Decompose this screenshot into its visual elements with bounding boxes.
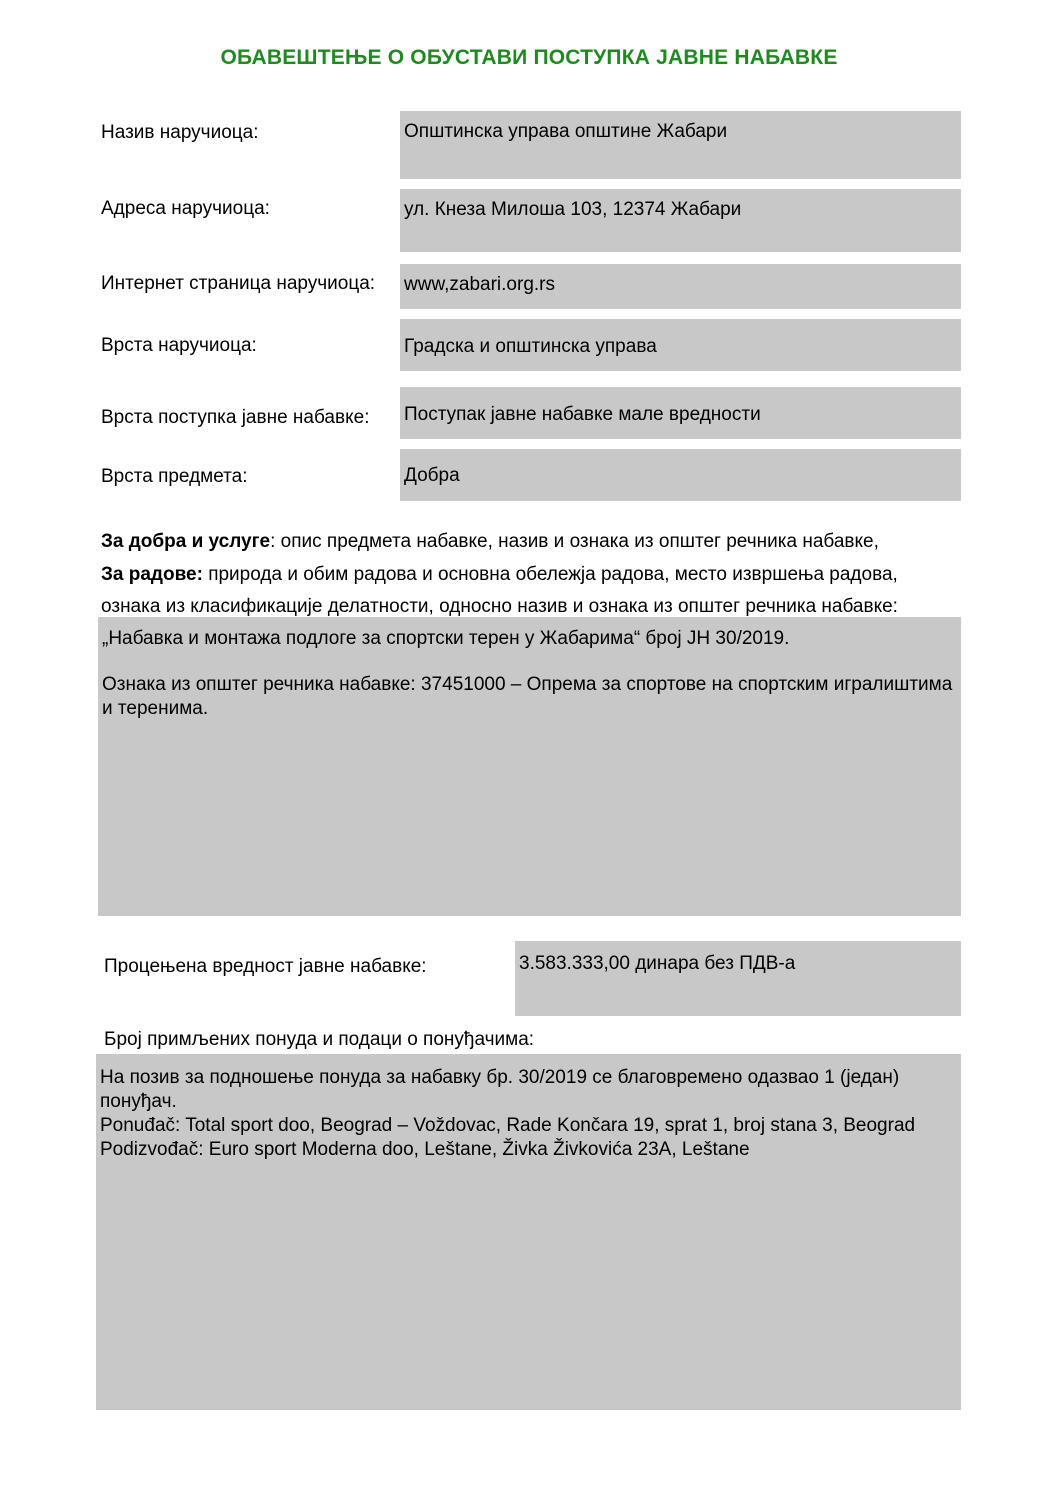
naziv-label: Назив наручиоца: [101,122,259,143]
estimate-label: Процењена вредност јавне набавке: [104,956,427,977]
description-goods-text: : опис предмета набавке, назив и ознака из општег речника набавке, [270,531,879,552]
internet-label: Интернет страница наручиоца: [101,273,376,294]
internet-field [400,264,961,309]
offers-bidder: Ponuđač: Total sport doo, Beograd – Voždovac, Rade Končara 19, sprat 1, broj stana 3, Beograd [100,1115,916,1136]
offers-summary: На позив за подношење понуда за набавку бр. 30/2019 се благовремено одазвао 1 (један) понуђач. [100,1067,900,1112]
vrsta-postupka-value: Поступак јавне набавке мале вредности [404,404,761,425]
offers-box [96,1054,961,1410]
vrsta-postupka-field [400,387,961,439]
offers-label: Број примљених понуда и подаци о понуђачима: [104,1029,535,1050]
description-box-cpv: Ознака из општег речника набавке: 37451000 – Опрема за спортове на спортским игралиштима и теренима. [102,674,953,719]
estimate-value: 3.583.333,00 динара без ПДВ-а [519,953,796,974]
estimate-field [515,941,961,1016]
vrsta-naruc-value: Градска и општинска управа [404,336,657,357]
description-line-1 [101,530,879,554]
internet-value: www,zabari.org.rs [404,274,555,295]
description-box-subject: „Набавка и монтажа подлоге за спортски терен у Жабарима“ број ЈН 30/2019. [102,628,790,649]
vrsta-predmeta-value: Добра [404,465,460,486]
adresa-value: ул. Кнеза Милоша 103, 12374 Жабари [404,199,742,220]
description-line-2 [101,563,898,587]
vrsta-postupka-label: Врста поступка јавне набавке: [101,407,370,428]
vrsta-predmeta-label: Врста предмета: [101,466,248,487]
description-works-text: природа и обим радова и основна обележја радова, место извршења радова, [202,564,898,585]
naziv-value: Општинска управа општине Жабари [404,121,728,142]
adresa-field [400,189,961,252]
description-goods-heading: За добра и услуге [101,531,271,552]
description-box [98,617,961,916]
vrsta-predmeta-field [400,449,961,501]
description-works-heading: За радове: [101,564,203,585]
description-line-3: ознака из класификације делатности, односно назив и ознака из општег речника набавке: [101,596,898,617]
page-title: ОБАВЕШТЕЊЕ О ОБУСТАВИ ПОСТУПКА ЈАВНЕ НАБАВКЕ [220,46,838,69]
vrsta-naruc-field [400,319,961,371]
adresa-label: Адреса наручиоца: [101,198,270,219]
naziv-field [400,111,961,179]
offers-subcontractor: Podizvođač: Euro sport Moderna doo, Leštane, Živka Živkovića 23A, Leštane [100,1139,750,1160]
vrsta-naruc-label: Врста наручиоца: [101,335,257,356]
